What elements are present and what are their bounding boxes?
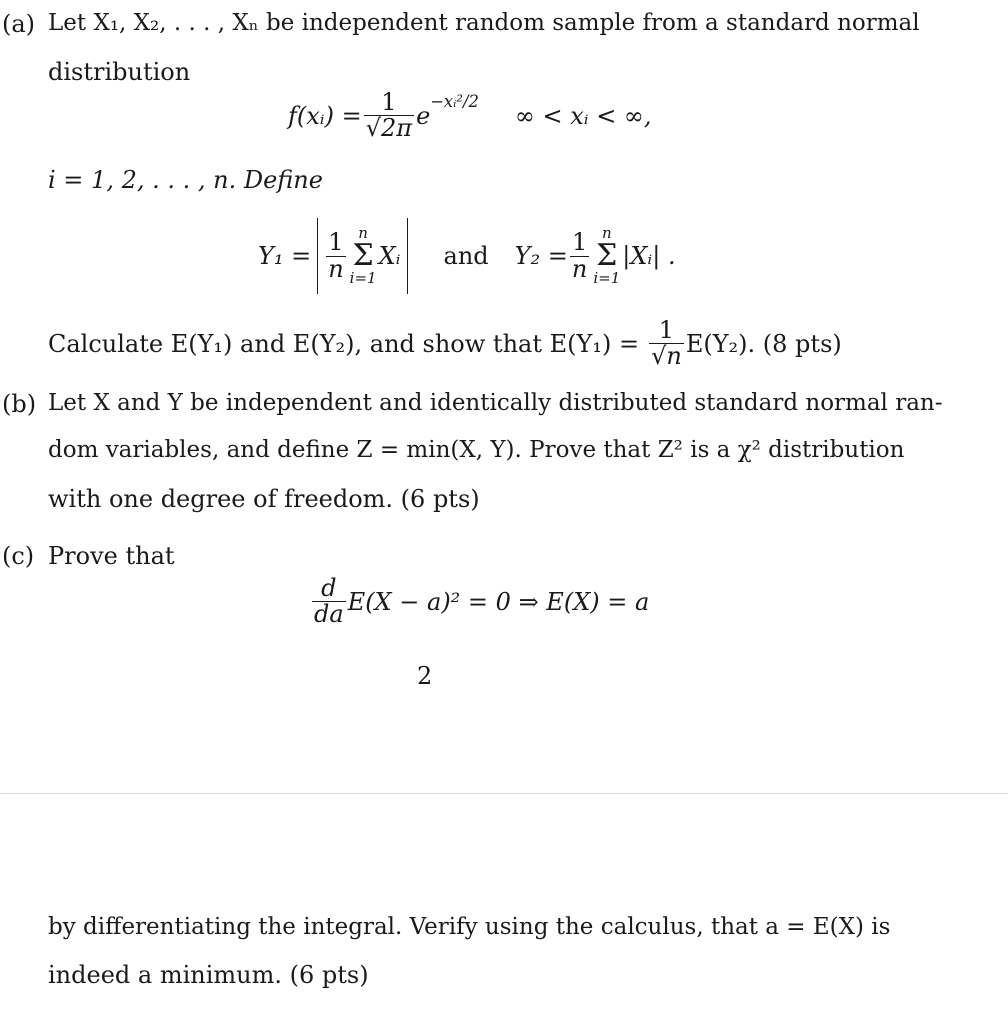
abs-bar-right <box>407 218 408 294</box>
part-c-line1: Prove that <box>48 542 175 570</box>
part-c-label: (c) <box>2 542 35 570</box>
continuation-line2: indeed a minimum. (6 pts) <box>48 961 369 989</box>
part-a-label: (a) <box>2 10 36 38</box>
y2-lhs: Y₂ = <box>514 242 568 270</box>
and-word: and <box>443 242 489 270</box>
y1-sum-upper: n <box>358 224 368 242</box>
calc-fraction <box>649 318 684 369</box>
pdf-fraction <box>364 90 414 141</box>
pdf-equation: f(xᵢ) = $\frac{1}{√2\pi}$ e $^{-xᵢ^2/2}$ ∞ < xᵢ < ∞, <box>288 88 652 143</box>
y2-sum-upper: n <box>601 224 612 242</box>
calc-sqrt-radicand: n <box>666 342 682 371</box>
y2-frac-den: n <box>571 254 588 283</box>
y1-sum-sign: Σ <box>352 238 374 273</box>
y2-sum-lower: i=1 <box>593 269 621 287</box>
deriv-num: d <box>321 574 337 602</box>
pdf-denominator <box>364 115 414 141</box>
y2-sum-sign: Σ <box>596 238 618 273</box>
calc-tail: E(Y₂). (8 pts) <box>685 329 842 358</box>
pdf-sqrt-sign: √ <box>365 114 382 143</box>
y1-term: Xᵢ <box>378 242 401 270</box>
calc-sqrt-sign: √ <box>651 342 667 371</box>
deriv-den: da <box>314 600 344 629</box>
abs-bar-left <box>317 218 318 294</box>
y1-lhs: Y₁ = <box>258 242 312 270</box>
y1-frac-num: 1 <box>328 228 344 257</box>
y1-sum-lower: i=1 <box>349 269 377 287</box>
derivative-fraction <box>312 576 346 627</box>
pdf-numerator: 1 <box>381 88 397 116</box>
deriv-rhs: E(X − a)² = 0 ⇒ E(X) = a <box>347 587 650 616</box>
derivative-equation <box>310 576 649 627</box>
y2-sum <box>593 226 620 286</box>
part-b-label: (b) <box>2 390 37 418</box>
part-b-line3: with one degree of freedom. (6 pts) <box>48 485 480 513</box>
index-line: i = 1, 2, . . . , n. Define <box>48 166 323 194</box>
continuation-line1: by differentiating the integral. Verify using the calculus, that a = E(X) is <box>48 914 891 940</box>
pdf-lhs: f(xᵢ) = <box>288 101 362 130</box>
y2-fraction <box>570 230 589 281</box>
page-divider <box>0 793 1008 794</box>
part-a-line2: distribution <box>48 58 191 86</box>
calc-frac-den <box>649 343 684 369</box>
y1-sum <box>350 226 377 286</box>
y2-term: |Xᵢ| . <box>622 242 676 270</box>
part-b-line1: Let X and Y be independent and identically distributed standard normal ran- <box>48 390 943 416</box>
pdf-exp-base: e <box>416 101 431 130</box>
part-b-line2: dom variables, and define Z = min(X, Y). Prove that Z² is a χ² distribution <box>48 437 905 463</box>
y-definitions <box>258 218 676 294</box>
y1-frac-den: n <box>328 254 344 283</box>
page-number: 2 <box>417 662 433 690</box>
calc-frac-num: 1 <box>658 316 675 344</box>
calculate-text: Calculate E(Y₁) and E(Y₂), and show that E(Y₁) = <box>48 329 640 358</box>
pdf-range: ∞ < xᵢ < ∞, <box>514 101 652 130</box>
part-a-line1: Let X₁, X₂, . . . , Xₙ be independent random sample from a standard normal <box>48 10 920 36</box>
calculate-line <box>48 318 842 369</box>
y2-frac-num: 1 <box>571 228 588 257</box>
y1-fraction <box>326 230 345 281</box>
pdf-sqrt-radicand: 2π <box>381 114 413 143</box>
